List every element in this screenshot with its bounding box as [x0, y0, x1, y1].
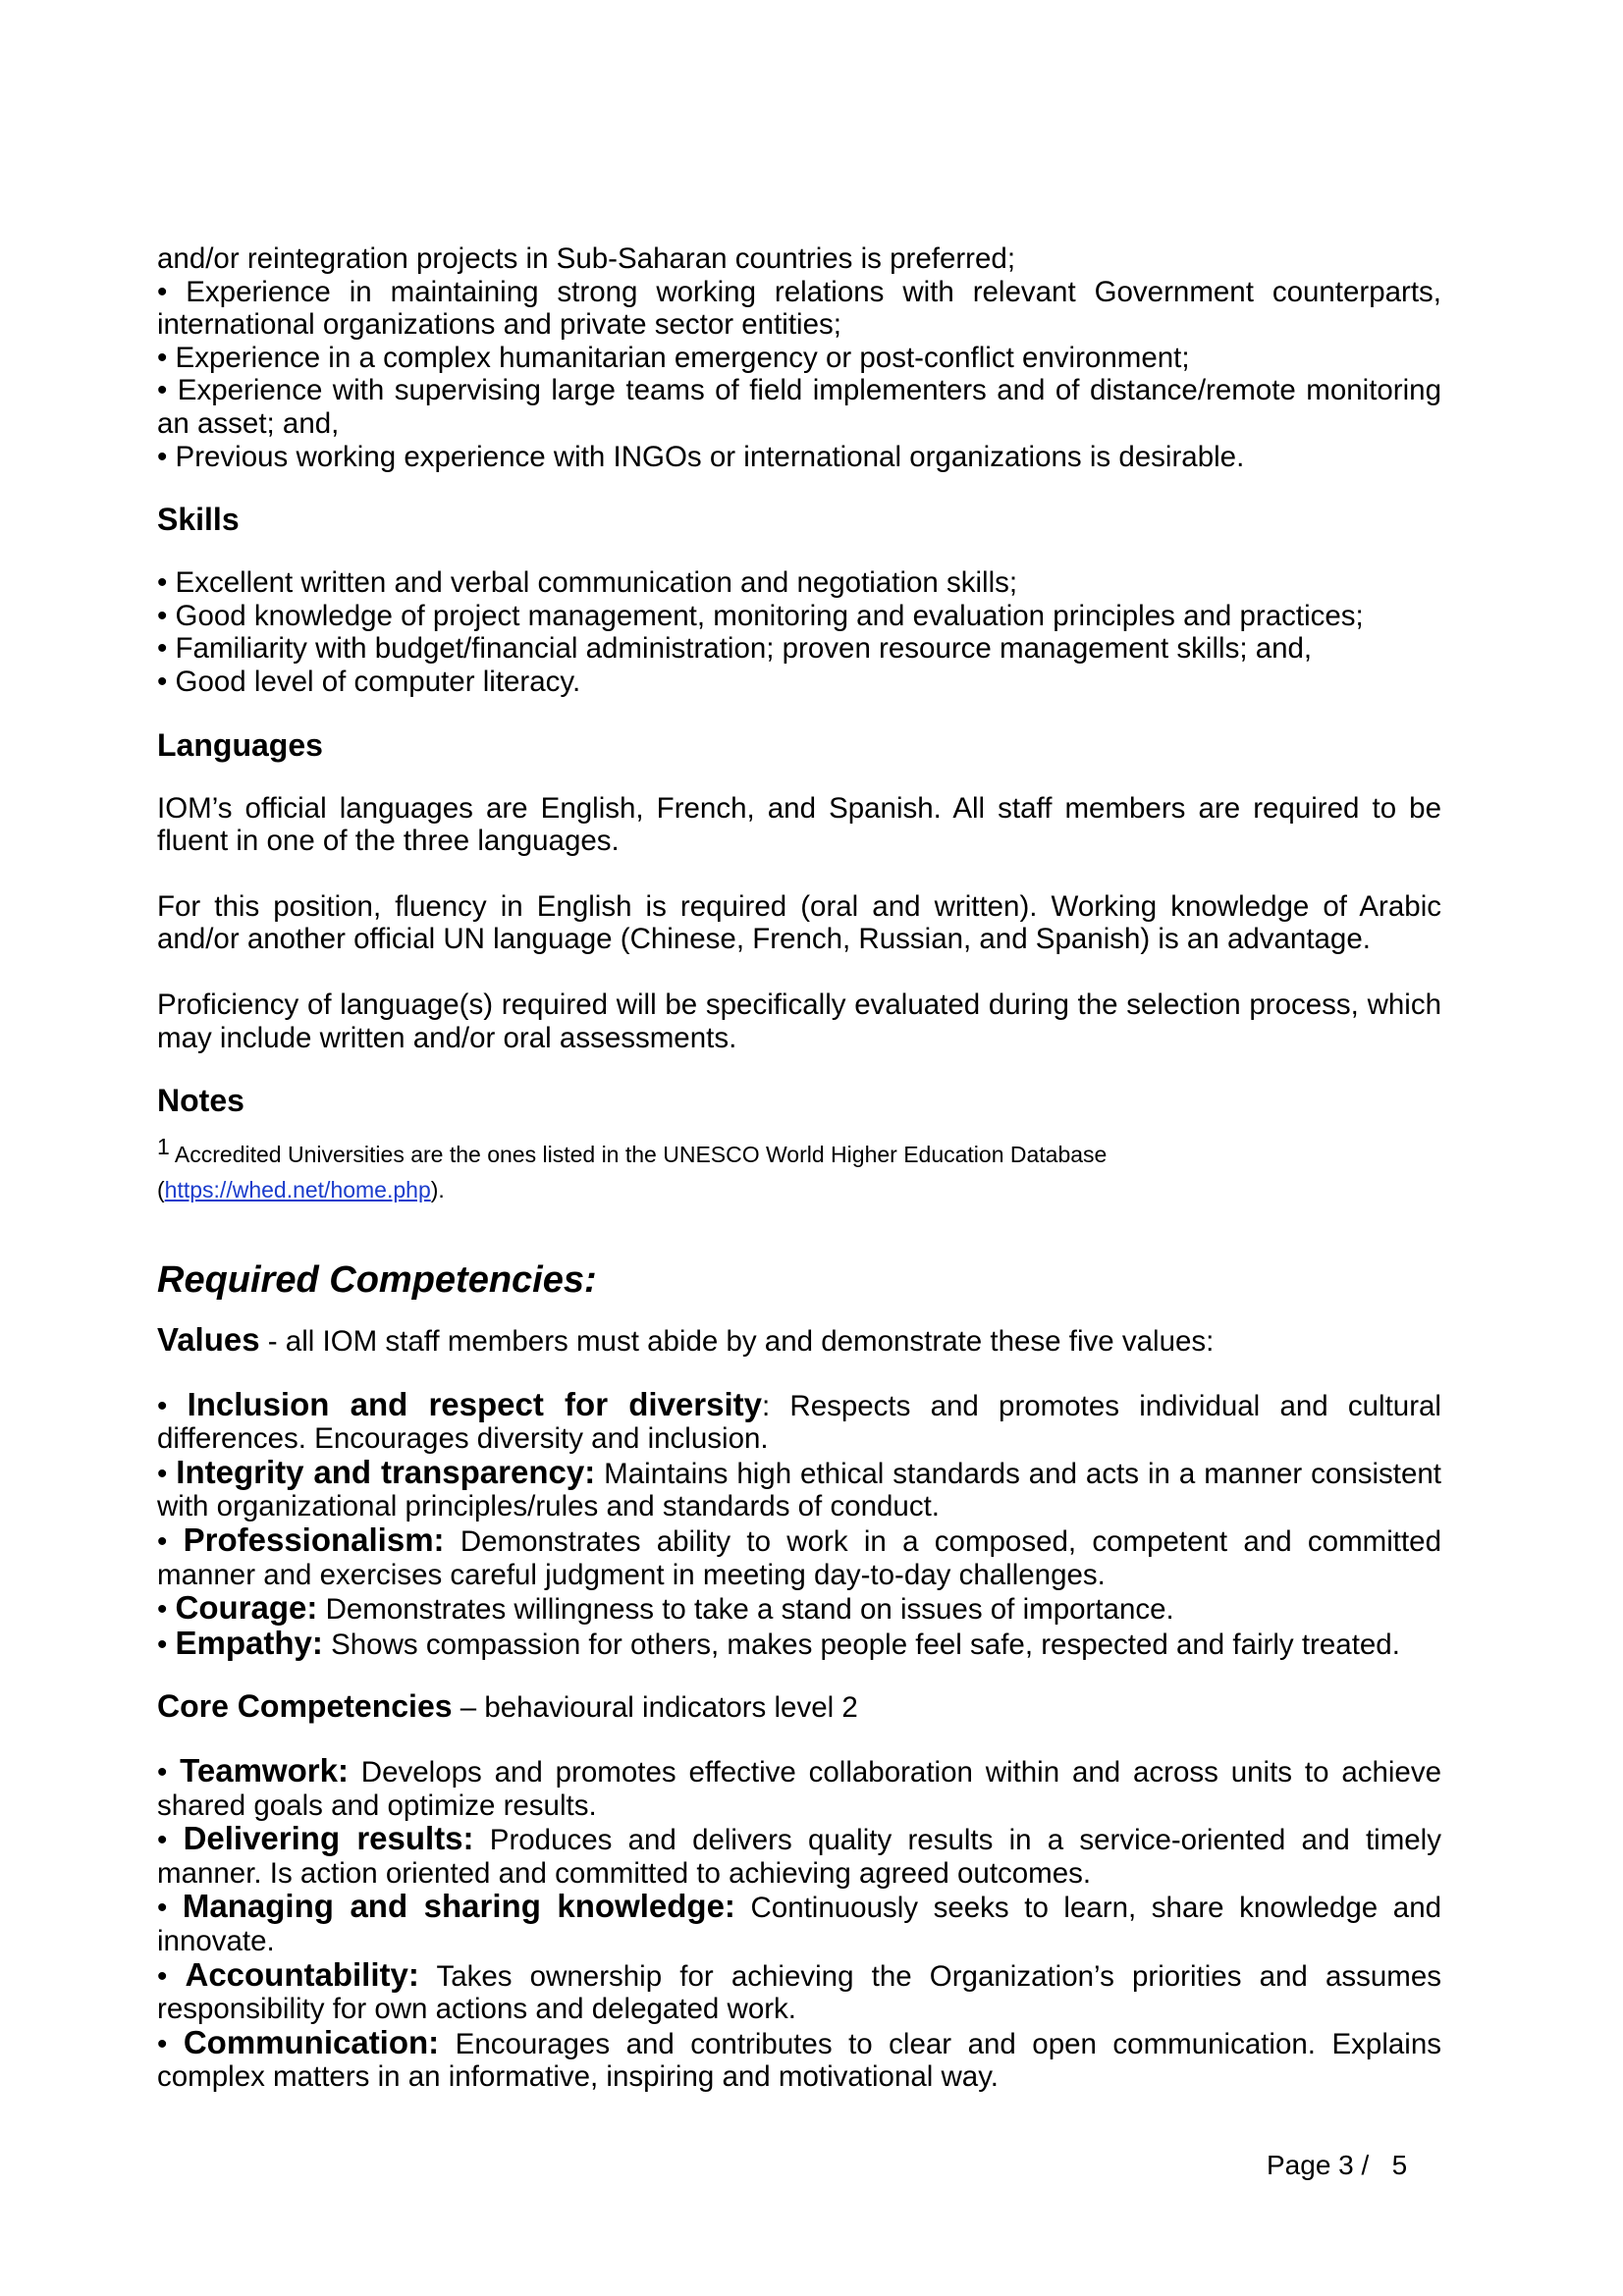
core-text: Develops and promotes effective collaboration within and across units to achieve shared goals and optimize results. — [157, 1756, 1442, 1822]
bullet: • — [157, 1525, 184, 1559]
list-item — [157, 1453, 1441, 1523]
list-item: • Experience in maintaining strong working relations with relevant Government counterparts, international organizations and private sector entities; — [157, 275, 1441, 342]
bullet: • — [157, 1892, 183, 1925]
list-item: • Experience in a complex humanitarian emergency or post-conflict environment; — [157, 341, 1190, 374]
values-list — [157, 1385, 1441, 1662]
bullet: • — [157, 1593, 176, 1627]
values-label: Values — [157, 1321, 260, 1359]
bullet: • — [157, 1389, 188, 1422]
value-text: Maintains high ethical standards and acts in a manner consistent with organizational principles/rules and standards of conduct. — [157, 1457, 1441, 1523]
value-term: Empathy: — [175, 1624, 323, 1661]
value-term: Inclusion and respect for diversity — [187, 1385, 762, 1422]
bullet: • — [157, 2027, 184, 2060]
languages-paragraph: For this position, fluency in English is required (oral and written). Working knowledge of Arabic and/or another official UN language (Chinese, French, Russian, and Spanish) is an advantage. — [157, 889, 1441, 956]
required-competencies-heading: Required Competencies: — [157, 1259, 597, 1302]
page-content — [157, 242, 1441, 2094]
languages-paragraph: Proficiency of language(s) required will be specifically evaluated during the selection process, which may include written and/or oral assessments. — [157, 988, 1441, 1054]
core-intro — [157, 1690, 1441, 1725]
core-term: Accountability: — [185, 1955, 419, 1993]
list-item — [157, 1822, 1441, 1890]
list-item — [157, 1955, 1441, 2026]
value-term: Courage: — [175, 1589, 318, 1627]
bullet: • — [157, 1756, 181, 1789]
list-item: • Experience with supervising large teams of field implementers and of distance/remote monitoring an asset; and, — [157, 374, 1441, 440]
bullet: • — [157, 1457, 177, 1490]
value-text: Shows compassion for others, makes people feel safe, respected and fairly treated. — [322, 1628, 1400, 1661]
list-item: • Excellent written and verbal communication and negotiation skills; — [157, 566, 1018, 600]
skills-heading: Skills — [157, 502, 240, 538]
list-item — [157, 2023, 1441, 2094]
notes-heading: Notes — [157, 1083, 244, 1119]
list-item — [157, 1754, 1441, 1822]
list-item: • Good level of computer literacy. — [157, 665, 581, 698]
core-label: Core Competencies — [157, 1688, 453, 1725]
bullet: • — [157, 1824, 184, 1857]
core-term: Communication: — [183, 2023, 440, 2060]
value-text: : Respects and promotes individual and cultural differences. Encourages diversity and inclusion. — [157, 1389, 1441, 1456]
list-item — [157, 1624, 1441, 1662]
skills-list — [157, 566, 1441, 698]
languages-paragraph: IOM’s official languages are English, French, and Spanish. All staff members are required to be fluent in one of the three languages. — [157, 791, 1441, 858]
languages-heading: Languages — [157, 726, 323, 763]
list-item: and/or reintegration projects in Sub-Saharan countries is preferred; — [157, 242, 1016, 275]
experience-list — [157, 242, 1441, 473]
bullet: • — [157, 1959, 186, 1993]
list-item: • Previous working experience with INGOs or international organizations is desirable. — [157, 440, 1245, 473]
footnote-text: Accredited Universities are the ones listed in the UNESCO World Higher Education Database — [169, 1142, 1108, 1168]
core-text: Produces and delivers quality results in a service-oriented and timely manner. Is action oriented and committed to achieving agreed outcomes. — [157, 1824, 1441, 1890]
footnote-paren-close: ). — [430, 1177, 445, 1203]
list-item: • Familiarity with budget/financial administration; proven resource management skills; and, — [157, 632, 1313, 666]
core-text: Takes ownership for achieving the Organization’s priorities and assumes responsibility for own actions and delegated work. — [157, 1959, 1441, 2026]
value-text: Demonstrates ability to work in a composed, competent and committed manner and exercises careful judgment in meeting day-to-day challenges. — [157, 1525, 1441, 1591]
footnote — [157, 1134, 1441, 1207]
list-item — [157, 1385, 1441, 1456]
value-term: Integrity and transparency: — [176, 1453, 596, 1490]
value-text: Demonstrates willingness to take a stand on issues of importance. — [317, 1593, 1174, 1627]
core-term: Managing and sharing knowledge: — [182, 1888, 735, 1925]
values-intro — [157, 1323, 1441, 1359]
whed-link[interactable]: https://whed.net/home.php — [164, 1177, 431, 1203]
core-term: Delivering results: — [183, 1820, 474, 1857]
list-item — [157, 1591, 1441, 1627]
core-term: Teamwork: — [180, 1752, 349, 1789]
core-text: Continuously seeks to learn, share knowledge and innovate. — [157, 1892, 1442, 1957]
page-number: Page 3 / 5 — [1267, 2150, 1408, 2180]
footnote-paren-open: ( — [157, 1177, 165, 1203]
list-item — [157, 1890, 1441, 1957]
list-item: • Good knowledge of project management, monitoring and evaluation principles and practices; — [157, 599, 1364, 632]
bullet: • — [157, 1628, 176, 1661]
core-list — [157, 1754, 1441, 2094]
core-intro-text: – behavioural indicators level 2 — [452, 1691, 858, 1725]
footnote-marker: 1 — [157, 1134, 170, 1160]
list-item — [157, 1523, 1441, 1591]
core-text: Encourages and contributes to clear and open communication. Explains complex matters in an informative, inspiring and motivational way. — [157, 2027, 1441, 2094]
values-intro-text: - all IOM staff members must abide by and demonstrate these five values: — [259, 1325, 1215, 1359]
value-term: Professionalism: — [183, 1522, 445, 1559]
